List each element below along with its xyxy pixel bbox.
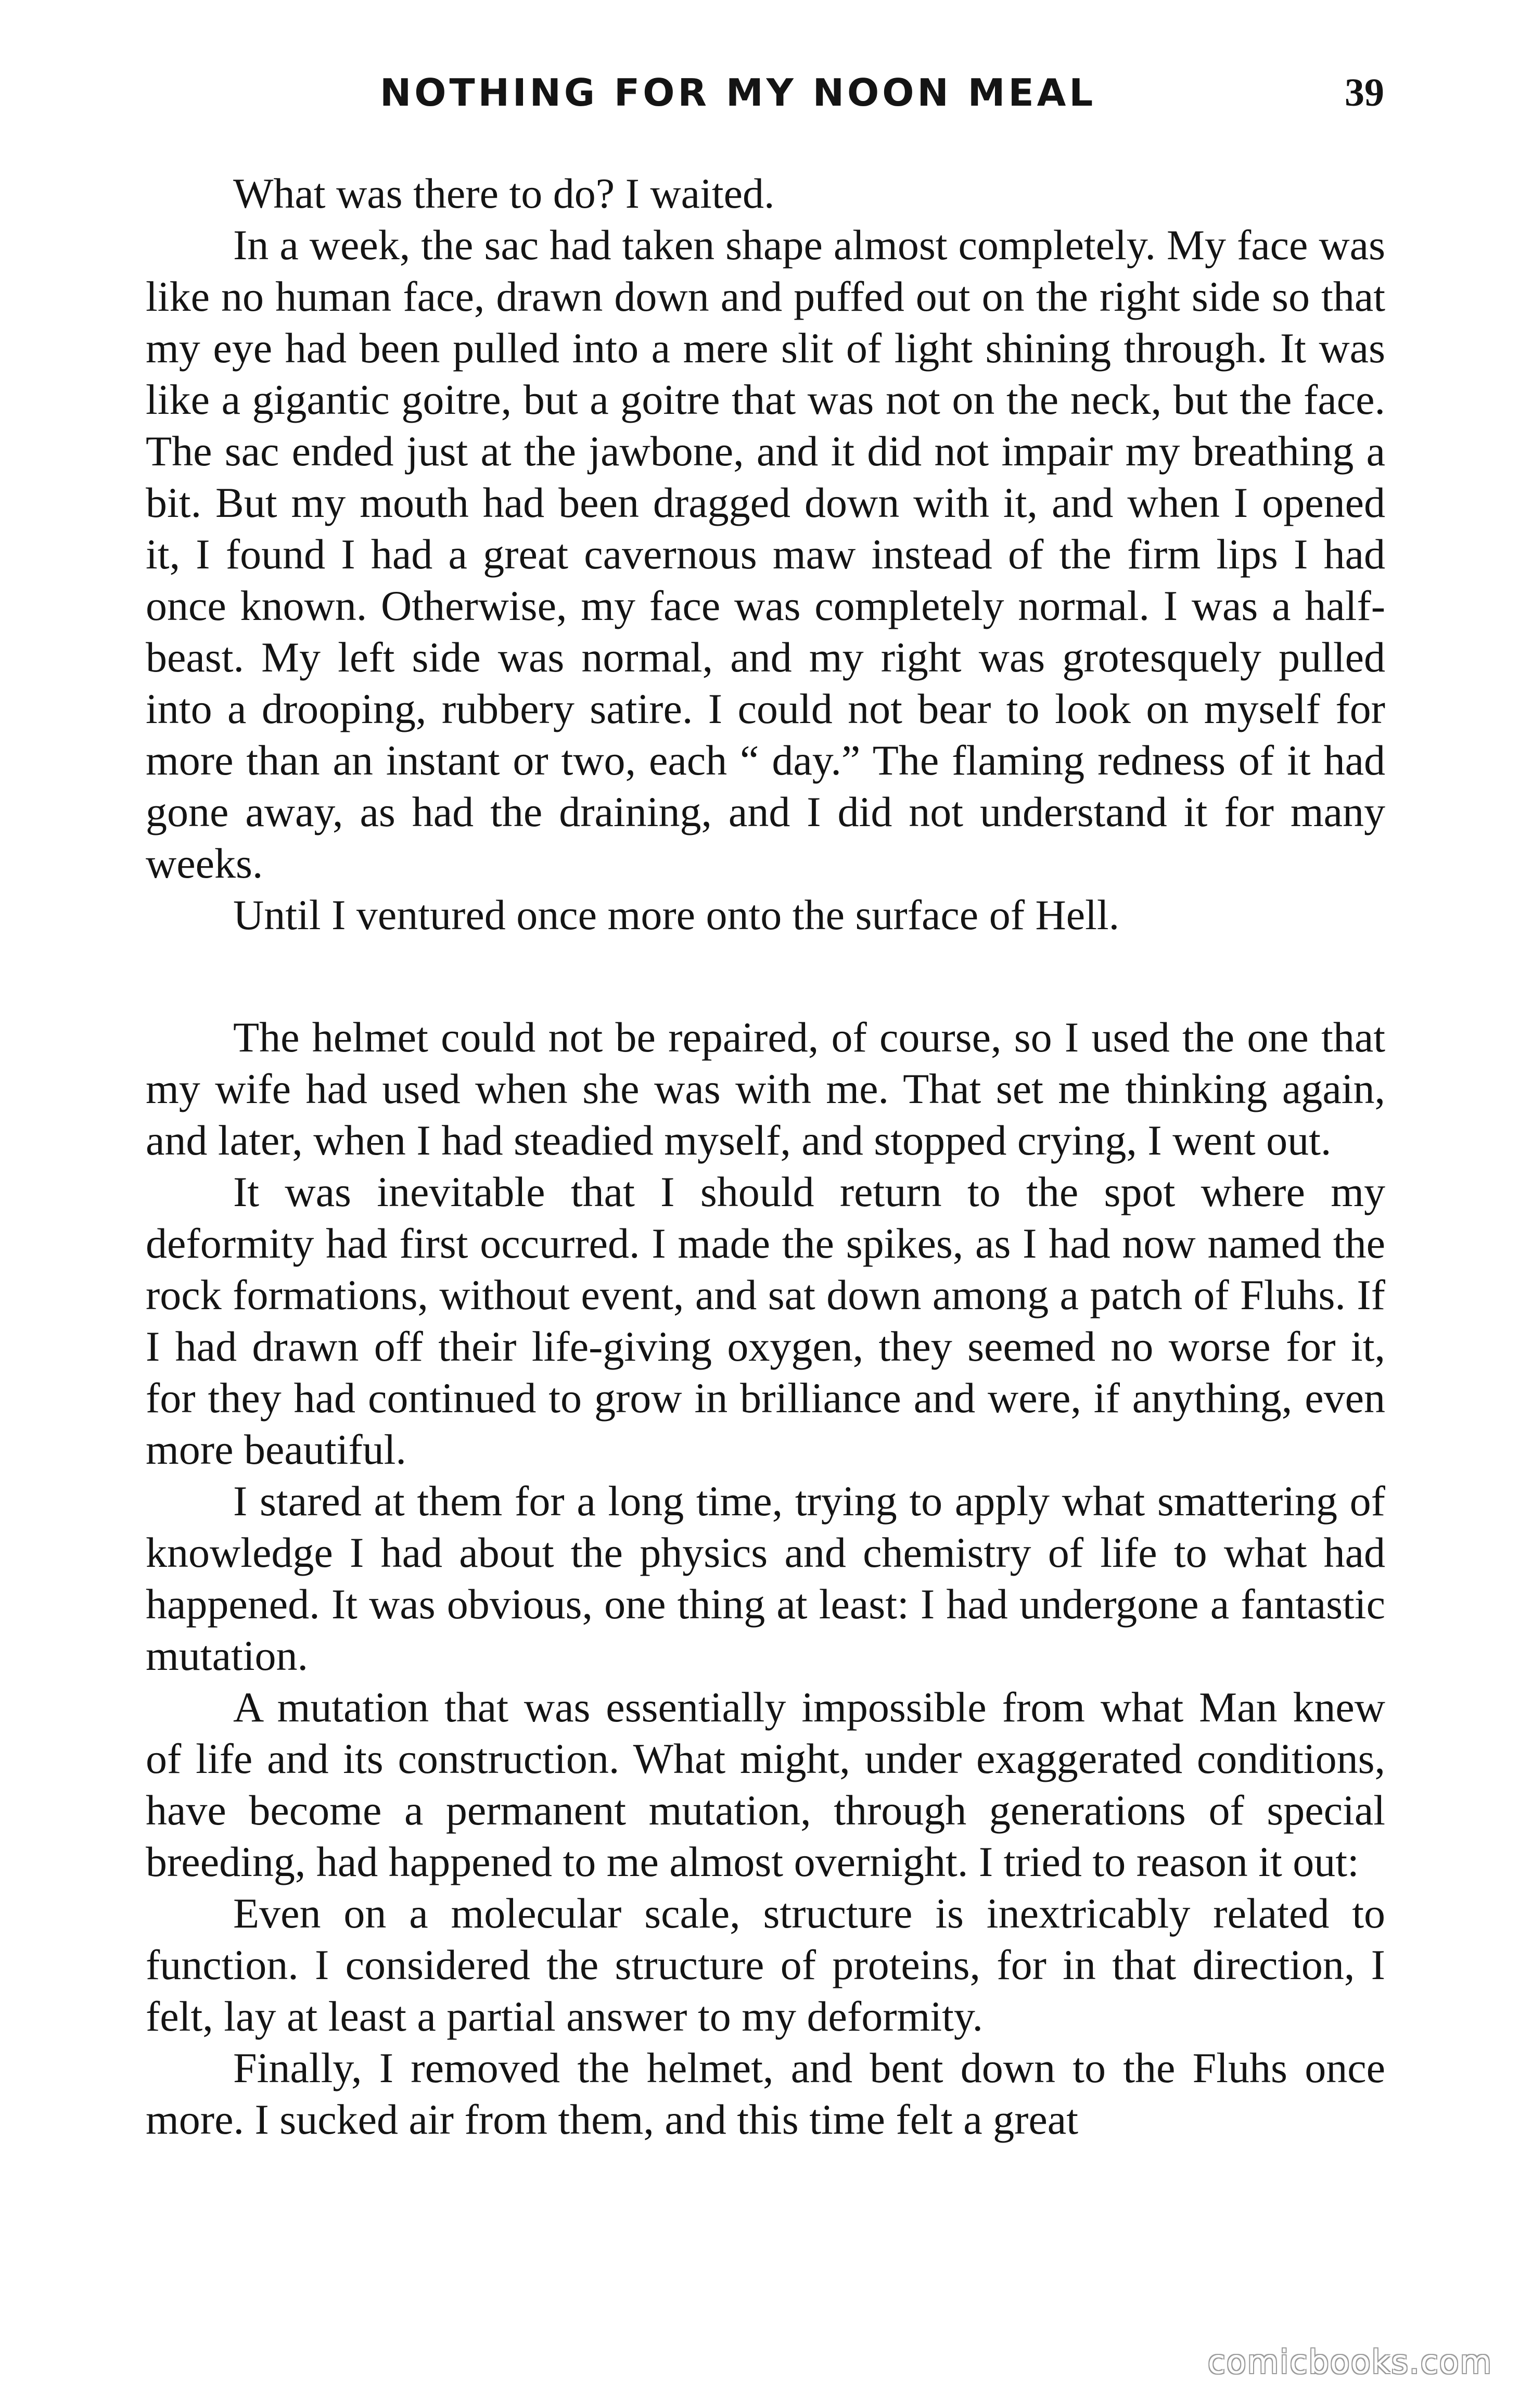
paragraph: Finally, I removed the helmet, and bent down to the Fluhs once more. I sucked air from them, and this time felt a great xyxy=(146,2044,1385,2143)
paragraph: Even on a molecular scale, structure is inextricably related to function. I considered the structure of proteins, for in that direction, I felt, lay at least a partial answer to my deformity. xyxy=(146,1890,1385,2040)
watermark: comicbooks.com xyxy=(1207,2343,1492,2381)
paragraph: A mutation that was essentially impossible from what Man knew of life and its construction. What might, under exaggerated conditions, have become a permanent mutation, through generations of special breeding, had happened to me almost overnight. I tried to reason it out: xyxy=(146,1683,1385,1885)
running-head xyxy=(146,67,1384,124)
paragraph: It was inevitable that I should return to the spot where my deformity had first occurred. I made the spikes, as I had now named the rock formations, without event, and sat down among a patch of Fluhs. If I had drawn off their life-giving oxygen, they seemed no worse for it, for they had continued to grow in brilliance and were, if anything, even more beautiful. xyxy=(146,1168,1385,1473)
paragraph: In a week, the sac had taken shape almost completely. My face was like no human face, drawn down and puffed out on the right side so that my eye had been pulled into a mere slit of light shining through. It was like a gigantic goitre, but a goitre that was not on the neck, but the face. The sac ended just at the jawbone, and it did not impair my breathing a bit. But my mouth had been dragged down with it, and when I opened it, I found I had a great cavernous maw instead of the firm lips I had once known. Otherwise, my face was completely normal. I was a half-beast. My left side was normal, and my right was grotesquely pulled into a drooping, rubbery satire. I could not bear to look on myself for more than an instant or two, each “ day.” The flaming redness of it had gone away, as had the draining, and I did not understand it for many weeks. xyxy=(146,221,1385,887)
page-number: 39 xyxy=(1345,71,1384,115)
paragraph: What was there to do? I waited. xyxy=(233,170,775,217)
body-text xyxy=(146,168,1385,2145)
paragraph: I stared at them for a long time, trying to apply what smattering of knowledge I had about the physics and chemistry of life to what had happened. It was obvious, one thing at least: I had undergone a fantastic mutation. xyxy=(146,1477,1385,1679)
paragraph: The helmet could not be repaired, of course, so I used the one that my wife had used when she was with me. That set me thinking again, and later, when I had steadied myself, and stopped crying, I went out. xyxy=(146,1013,1385,1164)
chapter-title: NOTHING FOR MY NOON MEAL xyxy=(380,71,1096,115)
paragraph: Until I ventured once more onto the surface of Hell. xyxy=(233,891,1120,939)
